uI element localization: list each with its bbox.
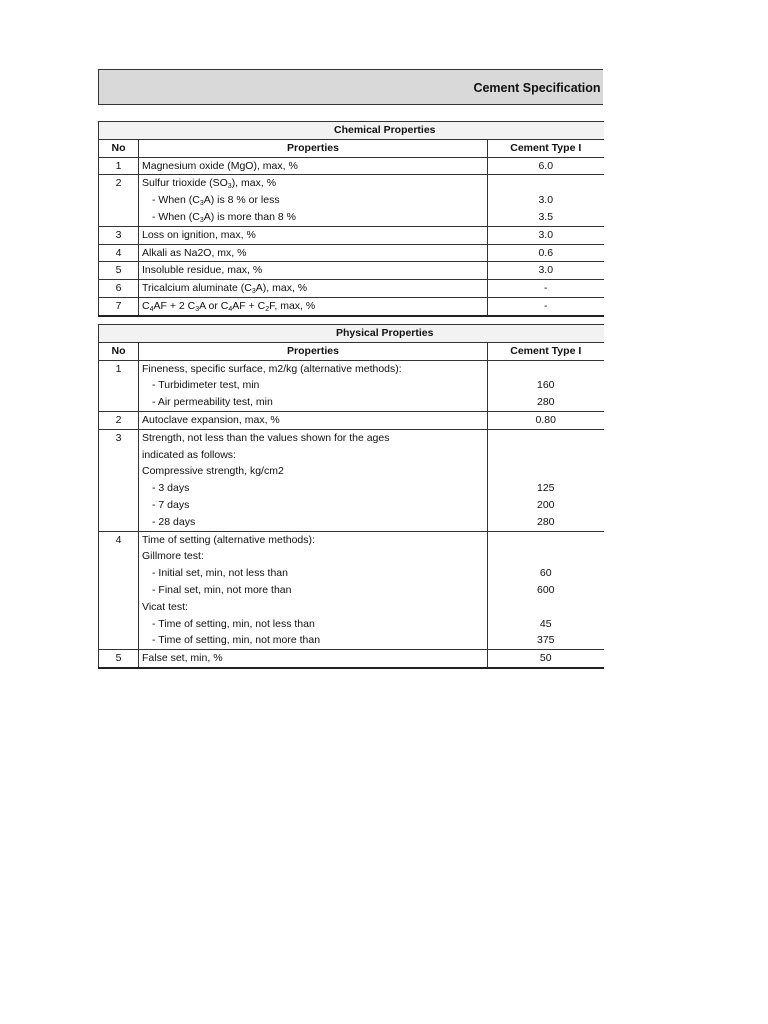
table-row — [99, 632, 604, 649]
row-number: 4 — [99, 244, 139, 262]
property-cell — [139, 650, 488, 668]
value-cell: 3.0 — [488, 226, 604, 244]
table-row — [99, 244, 604, 262]
section-heading: Chemical Properties — [99, 122, 604, 140]
property-text: Vicat test: — [142, 600, 188, 613]
row-number: 3 — [99, 226, 139, 244]
property-cell — [139, 377, 488, 394]
property-text: - When $(C_3A)$ is 8 % or less — [152, 194, 280, 208]
property-text: - Air permeability test, min — [152, 396, 273, 409]
property-cell — [139, 360, 488, 377]
table-row — [99, 616, 604, 633]
value-cell: 125 — [488, 480, 604, 497]
value-cell: 375 — [488, 632, 604, 649]
property-text: - Initial set, min, not less than — [152, 567, 288, 580]
property-text: Magnesium oxide (MgO), max, % — [142, 159, 298, 172]
property-text: Tricalcium aluminate $(C_3A)$, max, % — [142, 282, 308, 296]
table-row — [99, 377, 604, 394]
row-number — [99, 497, 139, 514]
row-number — [99, 548, 139, 565]
value-cell — [488, 447, 604, 464]
row-number — [99, 377, 139, 394]
property-text: Alkali as Na2O, mx, % — [142, 246, 247, 259]
section-header-row — [99, 122, 604, 140]
value-cell: 600 — [488, 582, 604, 599]
row-number: 3 — [99, 429, 139, 446]
row-number: 5 — [99, 650, 139, 668]
page-title: Cement Specification — [473, 81, 601, 95]
value-cell: - — [488, 280, 604, 298]
property-cell — [139, 394, 488, 411]
row-number: 1 — [99, 360, 139, 377]
table-row — [99, 650, 604, 668]
value-cell — [488, 531, 604, 548]
property-text: Strength, not less than the values shown for the ages — [142, 431, 390, 444]
value-cell: 3.0 — [488, 192, 604, 209]
table-row — [99, 360, 604, 377]
row-number — [99, 582, 139, 599]
property-text: - Final set, min, not more than — [152, 583, 292, 596]
property-cell — [139, 616, 488, 633]
property-cell — [139, 447, 488, 464]
property-text: Compressive strength, kg/cm2 — [142, 465, 284, 478]
column-header-no: No — [99, 342, 139, 360]
property-cell — [139, 297, 488, 315]
table-row — [99, 497, 604, 514]
chemical-properties-table — [98, 121, 604, 317]
row-number: 5 — [99, 262, 139, 280]
property-cell — [139, 582, 488, 599]
table-row — [99, 209, 604, 226]
property-cell — [139, 599, 488, 616]
row-number — [99, 447, 139, 464]
property-cell — [139, 632, 488, 649]
value-cell: 0.6 — [488, 244, 604, 262]
row-number: 7 — [99, 297, 139, 315]
table-row — [99, 192, 604, 209]
table-row — [99, 447, 604, 464]
title-bar — [98, 69, 603, 105]
property-text: Gillmore test: — [142, 550, 204, 563]
value-cell — [488, 599, 604, 616]
row-number — [99, 514, 139, 531]
property-cell — [139, 262, 488, 280]
row-number: 2 — [99, 411, 139, 429]
property-cell — [139, 565, 488, 582]
property-cell — [139, 463, 488, 480]
physical-properties-table — [98, 324, 604, 669]
table-row — [99, 226, 604, 244]
row-number: 4 — [99, 531, 139, 548]
property-text: - 28 days — [152, 515, 196, 528]
property-text: - When $(C_3A)$ is more than 8 % — [152, 210, 296, 224]
column-header-value: Cement Type I — [488, 139, 604, 157]
table-row — [99, 175, 604, 192]
property-text: indicated as follows: — [142, 448, 236, 461]
value-cell: 3.0 — [488, 262, 604, 280]
property-cell — [139, 157, 488, 175]
column-header-no: No — [99, 139, 139, 157]
table-row — [99, 514, 604, 531]
column-header-row — [99, 139, 604, 157]
row-number — [99, 192, 139, 209]
value-cell: 200 — [488, 497, 604, 514]
property-text: - 3 days — [152, 482, 190, 495]
property-cell — [139, 480, 488, 497]
column-header-properties: Properties — [139, 342, 488, 360]
row-number — [99, 632, 139, 649]
property-cell — [139, 411, 488, 429]
value-cell: 0.80 — [488, 411, 604, 429]
section-heading: Physical Properties — [99, 325, 604, 343]
table-row — [99, 411, 604, 429]
table-row — [99, 297, 604, 315]
value-cell: 60 — [488, 565, 604, 582]
property-cell — [139, 514, 488, 531]
property-cell — [139, 429, 488, 446]
value-cell: 45 — [488, 616, 604, 633]
value-cell: 280 — [488, 394, 604, 411]
value-cell — [488, 360, 604, 377]
value-cell — [488, 175, 604, 192]
property-text: $C_4AF + 2$ $C_3A$ or $C_4AF + C_2F$, max, % — [142, 299, 316, 313]
table-row — [99, 548, 604, 565]
property-cell — [139, 548, 488, 565]
column-header-value: Cement Type I — [488, 342, 604, 360]
property-text: - Turbidimeter test, min — [152, 379, 260, 392]
property-text: Autoclave expansion, max, % — [142, 413, 280, 426]
value-cell: 50 — [488, 650, 604, 668]
section-header-row — [99, 325, 604, 343]
table-row — [99, 280, 604, 298]
value-cell: 280 — [488, 514, 604, 531]
value-cell — [488, 463, 604, 480]
property-text: Sulfur trioxide $(SO_3)$, max, % — [142, 177, 277, 191]
row-number — [99, 599, 139, 616]
property-text: Time of setting (alternative methods): — [142, 533, 315, 546]
row-number — [99, 209, 139, 226]
row-number — [99, 394, 139, 411]
value-cell: 6.0 — [488, 157, 604, 175]
property-text: - Time of setting, min, not more than — [152, 634, 321, 647]
table-row — [99, 531, 604, 548]
property-text: False set, min, % — [142, 652, 223, 665]
row-number — [99, 480, 139, 497]
table-row — [99, 599, 604, 616]
table-row — [99, 157, 604, 175]
value-cell — [488, 429, 604, 446]
row-number — [99, 463, 139, 480]
table-row — [99, 262, 604, 280]
property-text: - 7 days — [152, 498, 190, 511]
property-text: Insoluble residue, max, % — [142, 264, 263, 277]
row-number — [99, 616, 139, 633]
property-cell — [139, 175, 488, 192]
property-cell — [139, 192, 488, 209]
property-cell — [139, 497, 488, 514]
table-row — [99, 480, 604, 497]
table-row — [99, 394, 604, 411]
property-text: Fineness, specific surface, m2/kg (alternative methods): — [142, 362, 402, 375]
value-cell: - — [488, 297, 604, 315]
row-number — [99, 565, 139, 582]
column-header-row — [99, 342, 604, 360]
column-header-properties: Properties — [139, 139, 488, 157]
row-number: 1 — [99, 157, 139, 175]
property-cell — [139, 209, 488, 226]
property-cell — [139, 280, 488, 298]
value-cell: 160 — [488, 377, 604, 394]
table-row — [99, 463, 604, 480]
property-cell — [139, 531, 488, 548]
row-number: 6 — [99, 280, 139, 298]
property-text: - Time of setting, min, not less than — [152, 617, 315, 630]
value-cell: 3.5 — [488, 209, 604, 226]
table-row — [99, 582, 604, 599]
row-number: 2 — [99, 175, 139, 192]
property-cell — [139, 226, 488, 244]
property-text: Loss on ignition, max, % — [142, 228, 256, 241]
value-cell — [488, 548, 604, 565]
table-row — [99, 429, 604, 446]
property-cell — [139, 244, 488, 262]
table-row — [99, 565, 604, 582]
